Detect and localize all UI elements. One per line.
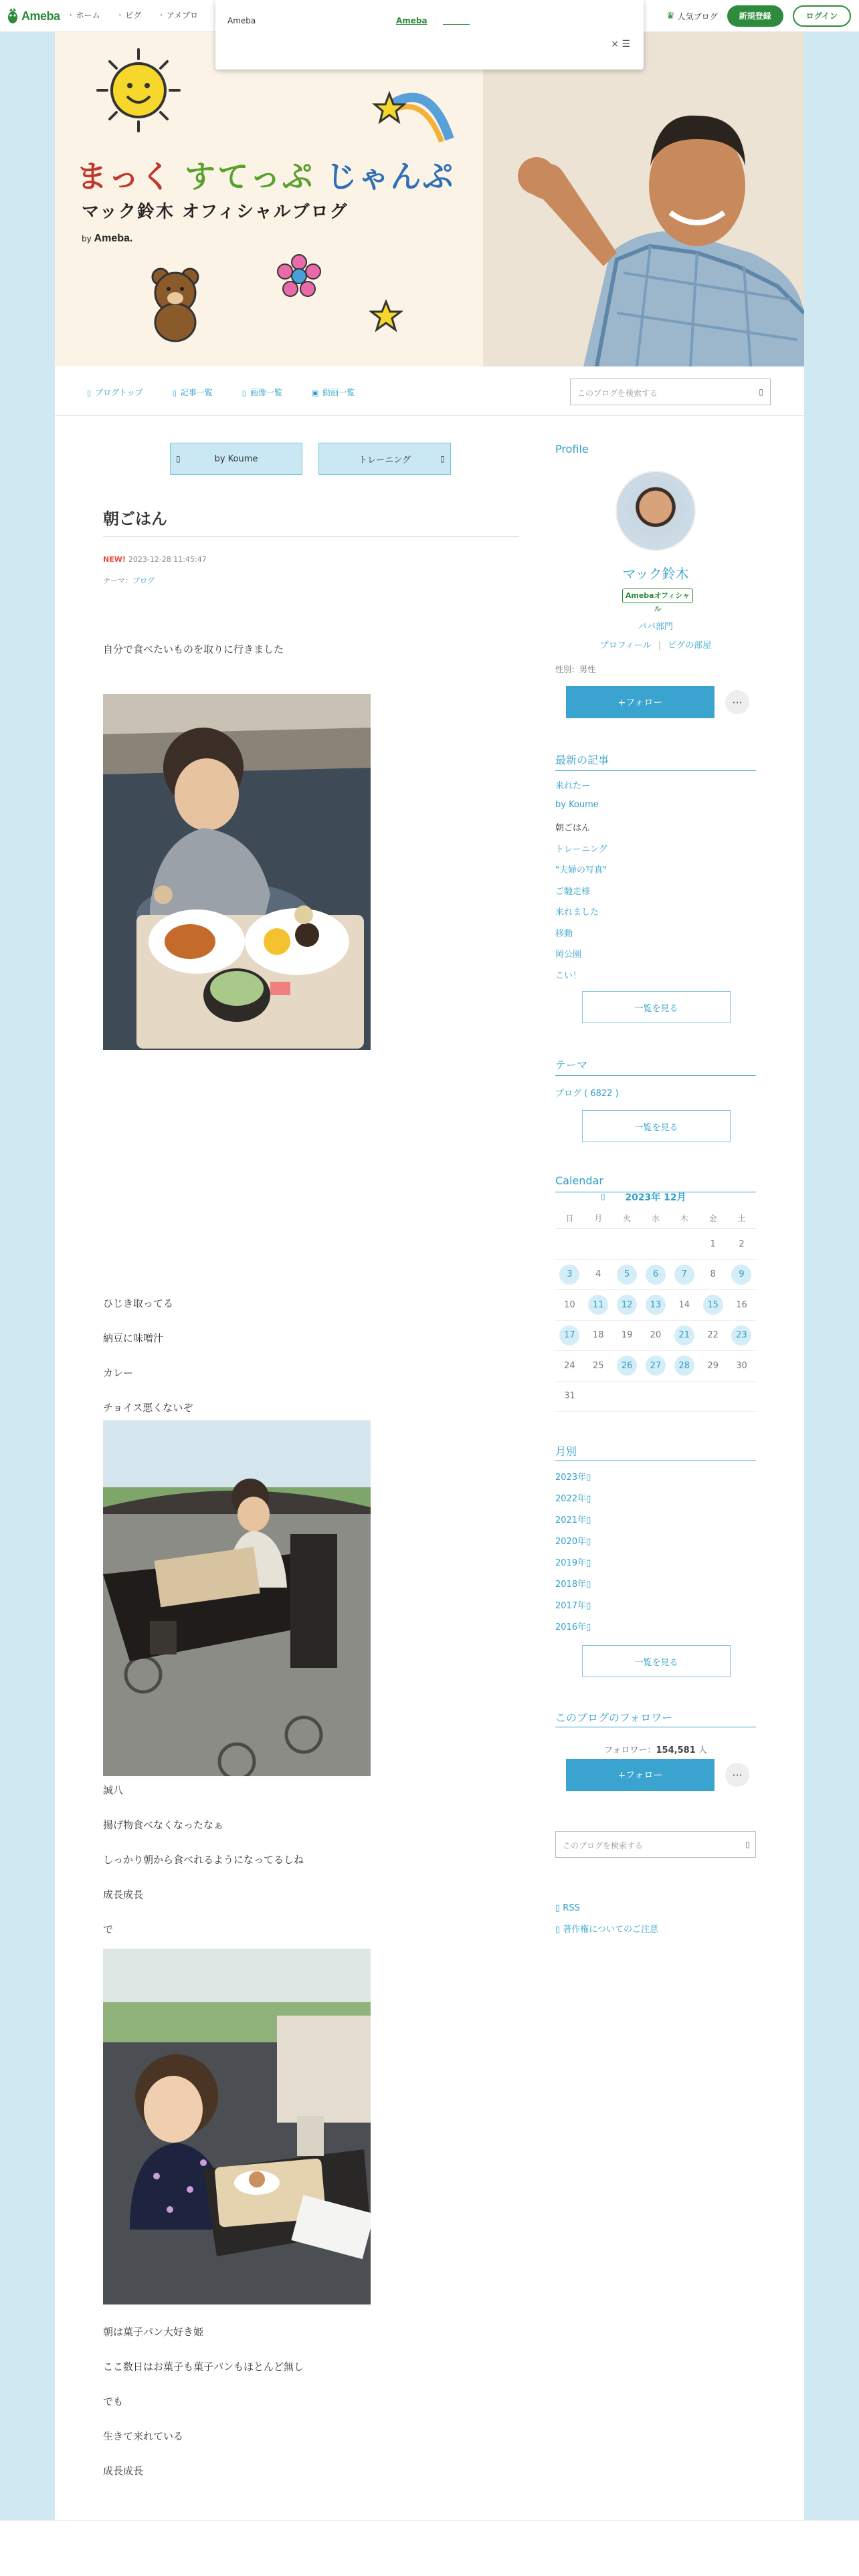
popup-link[interactable]: Ameba bbox=[396, 16, 427, 25]
entry-theme-prefix: テーマ： bbox=[103, 576, 132, 585]
calendar-day-with-entry[interactable]: 3 bbox=[559, 1265, 579, 1285]
page-footer bbox=[0, 2520, 859, 2576]
month-archive-item[interactable]: 2017年▯ bbox=[555, 1601, 591, 1611]
weekday: 水 bbox=[651, 1214, 660, 1223]
calendar-day-with-entry[interactable]: 28 bbox=[674, 1356, 694, 1376]
calendar-day-cell[interactable] bbox=[642, 1265, 670, 1285]
calendar-day: 18 bbox=[592, 1330, 604, 1341]
entry-title-divider bbox=[103, 536, 519, 537]
calendar-day-with-entry[interactable]: 21 bbox=[674, 1325, 694, 1346]
calendar-day-with-entry[interactable]: 5 bbox=[617, 1265, 637, 1285]
recent-entry[interactable]: 来れました bbox=[555, 907, 599, 918]
chevron-right-icon: › bbox=[70, 11, 72, 19]
by-ameba bbox=[82, 233, 132, 245]
weekday: 土 bbox=[737, 1214, 746, 1223]
video-list-link[interactable] bbox=[312, 387, 355, 398]
more-options-button[interactable]: ··· bbox=[725, 690, 749, 714]
entry-paragraph: しっかり朝から食べれるようになってるしね bbox=[103, 1854, 304, 1866]
monthly-archive-list bbox=[555, 1470, 591, 1641]
follow-button-bottom[interactable]: +フォロー bbox=[566, 1759, 714, 1791]
calendar-day-cell bbox=[642, 1234, 670, 1254]
calendar-heading: Calendar bbox=[555, 1174, 603, 1187]
month-archive-item[interactable]: 2018年▯ bbox=[555, 1580, 591, 1590]
calendar-day bbox=[703, 1386, 723, 1406]
calendar-day-cell bbox=[555, 1234, 584, 1254]
popular-blogs-link[interactable] bbox=[666, 11, 718, 22]
calendar-day: 14 bbox=[678, 1299, 690, 1310]
girl-breakfast-photo bbox=[103, 1949, 371, 2304]
blog-top-link[interactable] bbox=[87, 387, 143, 398]
calendar-grid bbox=[555, 1208, 756, 1412]
calendar-day-cell[interactable] bbox=[670, 1356, 698, 1376]
global-nav bbox=[70, 9, 198, 21]
blog-nav-links bbox=[87, 387, 355, 398]
calendar-day-cell bbox=[613, 1325, 642, 1346]
search-icon[interactable]: ▯ bbox=[759, 387, 763, 397]
recent-entry[interactable]: 移動 bbox=[555, 928, 573, 939]
calendar-weeks bbox=[555, 1229, 756, 1412]
calendar-week-row bbox=[555, 1229, 756, 1260]
boy-dining-photo bbox=[103, 1420, 371, 1776]
chevron-right-icon: › bbox=[118, 11, 122, 19]
calendar-day-cell bbox=[670, 1234, 698, 1254]
calendar-day bbox=[646, 1386, 666, 1406]
entry-paragraph: 揚げ物食べなくなったなぁ bbox=[103, 1819, 224, 1831]
avatar[interactable] bbox=[615, 471, 696, 551]
entry-photo-1[interactable] bbox=[103, 694, 371, 1050]
calendar-day: 24 bbox=[564, 1360, 575, 1371]
followers-heading: このブログのフォロワー bbox=[555, 1711, 673, 1724]
calendar-day-cell bbox=[584, 1356, 613, 1376]
calendar-day-cell bbox=[727, 1356, 756, 1376]
calendar-week-row bbox=[555, 1321, 756, 1352]
image-icon: ▯ bbox=[242, 389, 246, 397]
blog-title bbox=[76, 152, 454, 197]
weekday: 日 bbox=[565, 1214, 574, 1223]
entry-paragraph: 生きて来れている bbox=[103, 2430, 184, 2442]
popular-blogs-label: 人気ブログ bbox=[677, 11, 718, 21]
calendar-day-cell bbox=[555, 1295, 584, 1315]
blog-top-label: ブログトップ bbox=[95, 388, 143, 397]
calendar-day bbox=[674, 1234, 694, 1254]
calendar-week-row bbox=[555, 1260, 756, 1291]
next-entry-button[interactable] bbox=[318, 443, 451, 475]
calendar-day bbox=[646, 1234, 666, 1254]
blog-header-banner[interactable] bbox=[55, 32, 804, 366]
nav-ameblo-label: アメブロ bbox=[166, 11, 199, 20]
calendar-month: 2023年 12月 bbox=[625, 1192, 686, 1203]
calendar-day: 31 bbox=[564, 1391, 575, 1402]
calendar-day-with-entry[interactable]: 27 bbox=[646, 1356, 666, 1376]
calendar-day bbox=[731, 1386, 751, 1406]
recent-entry[interactable]: "夫婦の写真" bbox=[555, 865, 607, 875]
recent-entry[interactable]: by Koume bbox=[555, 799, 599, 810]
man-photo-illustration bbox=[483, 32, 804, 366]
calendar-day-cell bbox=[555, 1386, 584, 1406]
boy-breakfast-photo bbox=[103, 694, 371, 1050]
month-archive-item[interactable]: 2021年▯ bbox=[555, 1515, 591, 1525]
entry-pager bbox=[170, 443, 451, 475]
calendar-day-with-entry[interactable]: 7 bbox=[674, 1265, 694, 1285]
calendar-week-row bbox=[555, 1351, 756, 1382]
follower-count: フォロワー：154,581 人 bbox=[604, 1745, 707, 1755]
calendar-day-cell bbox=[670, 1295, 698, 1315]
profile-heading: Profile bbox=[555, 443, 589, 455]
calendar-day-cell bbox=[698, 1386, 727, 1406]
follower-count-value: 154,581 bbox=[656, 1745, 696, 1755]
entry-paragraph: ひじき取ってる bbox=[103, 1297, 174, 1309]
sidebar-search-placeholder: このブログを検索する bbox=[563, 1841, 644, 1850]
entry-paragraph: 自分で食べたいものを取りに行きました bbox=[103, 643, 284, 655]
blog-title-part1: まっく bbox=[76, 158, 173, 195]
calendar-day-cell bbox=[727, 1295, 756, 1315]
pigg-room-link[interactable]: ピグの部屋 bbox=[668, 641, 712, 651]
nav-pigg-label: ピグ bbox=[125, 11, 142, 20]
calendar-day-with-entry[interactable]: 26 bbox=[617, 1356, 637, 1376]
popup-underline bbox=[443, 24, 470, 25]
shooting-star-illustration bbox=[369, 86, 456, 159]
weekday: 金 bbox=[708, 1214, 717, 1223]
entry-list-link[interactable] bbox=[173, 387, 213, 398]
month-archive-item[interactable]: 2016年▯ bbox=[555, 1622, 591, 1632]
calendar-day: 16 bbox=[736, 1299, 747, 1310]
calendar-day-cell bbox=[698, 1325, 727, 1346]
entry-paragraph: 成長成長 bbox=[103, 2465, 144, 2477]
monthly-heading: 月別 bbox=[555, 1445, 577, 1458]
entry-meta bbox=[103, 555, 207, 564]
blog-title-part2: すてっぷ bbox=[185, 158, 314, 195]
blog-title-part3: じゃんぷ bbox=[326, 158, 455, 195]
nav-home-label: ホーム bbox=[76, 11, 100, 20]
ameba-logo-icon bbox=[7, 8, 19, 24]
recent-entries-divider bbox=[555, 770, 756, 771]
calendar-day-cell[interactable] bbox=[555, 1265, 584, 1285]
calendar-day: 4 bbox=[595, 1269, 601, 1280]
calendar-day-with-entry[interactable]: 9 bbox=[731, 1265, 751, 1285]
calendar-day: 19 bbox=[621, 1330, 633, 1341]
calendar-day-cell[interactable] bbox=[727, 1325, 756, 1346]
profile-sex: 性別：男性 bbox=[555, 665, 596, 674]
recent-entry-current[interactable]: 朝ごはん bbox=[555, 823, 591, 833]
calendar-day: 8 bbox=[710, 1269, 716, 1280]
ameba-dropdown-popup bbox=[215, 0, 644, 70]
calendar-day: 2 bbox=[739, 1239, 745, 1249]
calendar-day: 29 bbox=[707, 1360, 719, 1371]
entry-paragraph: 誠八 bbox=[103, 1784, 124, 1796]
entry-paragraph: カレー bbox=[103, 1367, 134, 1379]
calendar-day: 30 bbox=[736, 1360, 747, 1371]
bear-illustration bbox=[142, 265, 209, 345]
calendar-day-with-entry[interactable]: 6 bbox=[646, 1265, 666, 1285]
recent-entry[interactable]: 来れたー bbox=[555, 781, 591, 791]
home-icon: ▯ bbox=[87, 389, 92, 397]
calendar-day-cell bbox=[613, 1386, 642, 1406]
calendar-day-with-entry[interactable]: 12 bbox=[617, 1295, 637, 1315]
theme-heading: テーマ bbox=[555, 1059, 588, 1071]
calendar-day-cell bbox=[584, 1386, 613, 1406]
logo-text: Ameba bbox=[21, 9, 60, 23]
profile-name[interactable]: マック鈴木 bbox=[622, 566, 689, 582]
calendar-weekday-row bbox=[555, 1208, 756, 1229]
calendar-day-cell bbox=[727, 1234, 756, 1254]
entry-datetime: 2023-12-28 11:45:47 bbox=[128, 555, 207, 564]
profile-links bbox=[555, 638, 756, 651]
calendar-day-cell bbox=[698, 1356, 727, 1376]
follow-button[interactable]: +フォロー bbox=[566, 686, 714, 718]
calendar-day-with-entry[interactable]: 15 bbox=[703, 1295, 723, 1315]
calendar-day-cell[interactable] bbox=[613, 1265, 642, 1285]
recent-entries-list bbox=[555, 778, 607, 989]
calendar-day bbox=[588, 1234, 608, 1254]
follower-count-unit: 人 bbox=[698, 1745, 707, 1755]
calendar-day: 20 bbox=[650, 1330, 662, 1341]
calendar-day-cell[interactable] bbox=[613, 1295, 642, 1315]
calendar-day-cell bbox=[670, 1386, 698, 1406]
weekday: 月 bbox=[594, 1214, 603, 1223]
list-icon: ▯ bbox=[172, 389, 177, 397]
calendar-day-cell bbox=[642, 1325, 670, 1346]
blog-search-placeholder: このブログを検索する bbox=[577, 389, 658, 398]
calendar-day-cell[interactable] bbox=[613, 1356, 642, 1376]
recent-entry[interactable]: 岡公園 bbox=[555, 950, 582, 960]
calendar-day: 25 bbox=[592, 1360, 604, 1371]
prev-entry-label: by Koume bbox=[214, 453, 258, 464]
calendar-day-cell bbox=[613, 1234, 642, 1254]
close-icon[interactable]: × ☰ bbox=[611, 39, 630, 49]
nav-home[interactable] bbox=[70, 9, 100, 21]
by-brand: Ameba. bbox=[94, 233, 133, 244]
video-icon: ▣ bbox=[311, 389, 319, 397]
calendar-week-row bbox=[555, 1382, 756, 1412]
entry-paragraph: 成長成長 bbox=[103, 1889, 144, 1901]
month-archive-item[interactable]: 2023年▯ bbox=[555, 1473, 591, 1483]
calendar-day-with-entry[interactable]: 11 bbox=[588, 1295, 608, 1315]
calendar-day: 1 bbox=[710, 1239, 716, 1249]
month-archive-item[interactable]: 2020年▯ bbox=[555, 1537, 591, 1547]
popup-title: Ameba bbox=[227, 16, 256, 25]
calendar-day-with-entry[interactable]: 17 bbox=[559, 1325, 579, 1346]
weekday: 火 bbox=[623, 1214, 632, 1223]
blog-page bbox=[55, 32, 804, 2520]
entry-paragraph: でも bbox=[103, 2395, 124, 2407]
calendar-day-cell bbox=[698, 1234, 727, 1254]
login-button[interactable]: ログイン bbox=[793, 5, 851, 27]
month-archive-item[interactable]: 2019年▯ bbox=[555, 1558, 591, 1568]
crown-icon: ♛ bbox=[666, 11, 675, 21]
calendar-day-cell bbox=[727, 1386, 756, 1406]
rss-link[interactable]: ▯ RSS bbox=[555, 1903, 580, 1913]
entry-theme-link[interactable]: ブログ bbox=[132, 576, 155, 585]
calendar-day: 10 bbox=[564, 1299, 575, 1310]
entry-photo-3[interactable] bbox=[103, 1949, 371, 2304]
blog-subtitle: マック鈴木 オフィシャルブログ bbox=[82, 202, 349, 222]
calendar-day-cell bbox=[642, 1386, 670, 1406]
weekday: 木 bbox=[680, 1214, 688, 1223]
entry-paragraph: 納豆に味噌汁 bbox=[103, 1332, 164, 1344]
theme-list-all-button[interactable]: 一覧を見る bbox=[582, 1110, 731, 1142]
copyright-notice-link[interactable]: ▯ 著作権についてのご注意 bbox=[555, 1925, 659, 1935]
calendar-day-cell[interactable] bbox=[727, 1265, 756, 1285]
calendar-day-cell[interactable] bbox=[642, 1295, 670, 1315]
search-icon[interactable]: ▯ bbox=[745, 1840, 750, 1849]
blog-nav bbox=[55, 366, 804, 416]
calendar-day bbox=[674, 1386, 694, 1406]
profile-category[interactable]: パパ部門 bbox=[638, 622, 673, 632]
recent-entry[interactable]: ご馳走様 bbox=[555, 886, 591, 897]
follower-count-label: フォロワー bbox=[604, 1745, 648, 1755]
calendar-week-row bbox=[555, 1290, 756, 1321]
entry-theme bbox=[103, 575, 155, 586]
theme-item[interactable]: ブログ ( 6822 ) bbox=[555, 1089, 619, 1099]
sidebar-search-input[interactable] bbox=[555, 1831, 756, 1858]
calendar-day-cell[interactable] bbox=[670, 1325, 698, 1346]
calendar-day-cell bbox=[584, 1325, 613, 1346]
calendar-day-with-entry[interactable]: 23 bbox=[731, 1325, 751, 1346]
recent-list-all-button[interactable]: 一覧を見る bbox=[582, 991, 731, 1023]
more-options-button-bottom[interactable]: ··· bbox=[725, 1763, 749, 1787]
arrow-right-icon: ▯ bbox=[440, 454, 445, 463]
ameba-logo[interactable] bbox=[7, 7, 60, 25]
arrow-left-icon: ▯ bbox=[176, 454, 181, 463]
video-list-label: 動画一覧 bbox=[322, 388, 355, 397]
nav-ameblo[interactable] bbox=[160, 9, 198, 21]
next-entry-label: トレーニング bbox=[359, 455, 411, 465]
entry-paragraph: ここ数日はお菓子も菓子パンもほとんど無し bbox=[103, 2361, 304, 2373]
month-archive-item[interactable]: 2022年▯ bbox=[555, 1494, 591, 1504]
header-actions bbox=[666, 5, 851, 27]
monthly-list-all-button[interactable]: 一覧を見る bbox=[582, 1645, 731, 1677]
calendar-day-cell[interactable] bbox=[555, 1325, 584, 1346]
entry-list-label: 記事一覧 bbox=[180, 388, 213, 397]
entry-paragraph: チョイス悪くないぞ bbox=[103, 1402, 193, 1414]
chevron-right-icon: › bbox=[160, 11, 163, 19]
calendar-day-cell[interactable] bbox=[698, 1295, 727, 1315]
official-badge: Amebaオフィシャル bbox=[622, 588, 693, 603]
entry-photo-2[interactable] bbox=[103, 1420, 371, 1776]
star-illustration bbox=[369, 300, 403, 333]
calendar-day: 22 bbox=[707, 1330, 719, 1341]
calendar-day-cell bbox=[555, 1356, 584, 1376]
calendar-prev-arrow[interactable]: ▯ bbox=[601, 1192, 605, 1201]
by-label: by bbox=[82, 234, 92, 243]
image-list-link[interactable] bbox=[242, 387, 282, 398]
prev-entry-button[interactable] bbox=[170, 443, 302, 475]
new-badge: NEW! bbox=[103, 555, 126, 564]
calendar-day bbox=[588, 1386, 608, 1406]
profile-link[interactable]: プロフィール bbox=[599, 641, 652, 651]
entry-paragraph: 朝は菓子パン大好き姫 bbox=[103, 2326, 204, 2338]
calendar-day bbox=[617, 1234, 637, 1254]
theme-divider bbox=[555, 1075, 756, 1076]
calendar-day bbox=[559, 1234, 579, 1254]
image-list-label: 画像一覧 bbox=[250, 388, 282, 397]
blog-search-input[interactable] bbox=[570, 379, 771, 405]
flower-illustration bbox=[276, 253, 322, 300]
recent-entry[interactable]: トレーニング bbox=[555, 844, 607, 855]
calendar-day-cell[interactable] bbox=[670, 1265, 698, 1285]
nav-pigg[interactable] bbox=[119, 9, 142, 21]
header-photo bbox=[483, 32, 804, 366]
recent-entries-heading: 最新の記事 bbox=[555, 754, 609, 766]
recent-entry[interactable]: こい！ bbox=[555, 970, 582, 981]
calendar-day bbox=[617, 1386, 637, 1406]
entry-title: 朝ごはん bbox=[103, 510, 167, 528]
calendar-day-cell[interactable] bbox=[584, 1295, 613, 1315]
entry-paragraph: で bbox=[103, 1923, 114, 1935]
sun-illustration bbox=[95, 47, 182, 134]
calendar-day-cell bbox=[584, 1234, 613, 1254]
calendar-day-cell[interactable] bbox=[642, 1356, 670, 1376]
register-button[interactable]: 新規登録 bbox=[727, 5, 783, 27]
calendar-day-cell bbox=[698, 1265, 727, 1285]
calendar-day-with-entry[interactable]: 13 bbox=[646, 1295, 666, 1315]
calendar-day-cell bbox=[584, 1265, 613, 1285]
profile-links-separator: | bbox=[658, 641, 662, 651]
